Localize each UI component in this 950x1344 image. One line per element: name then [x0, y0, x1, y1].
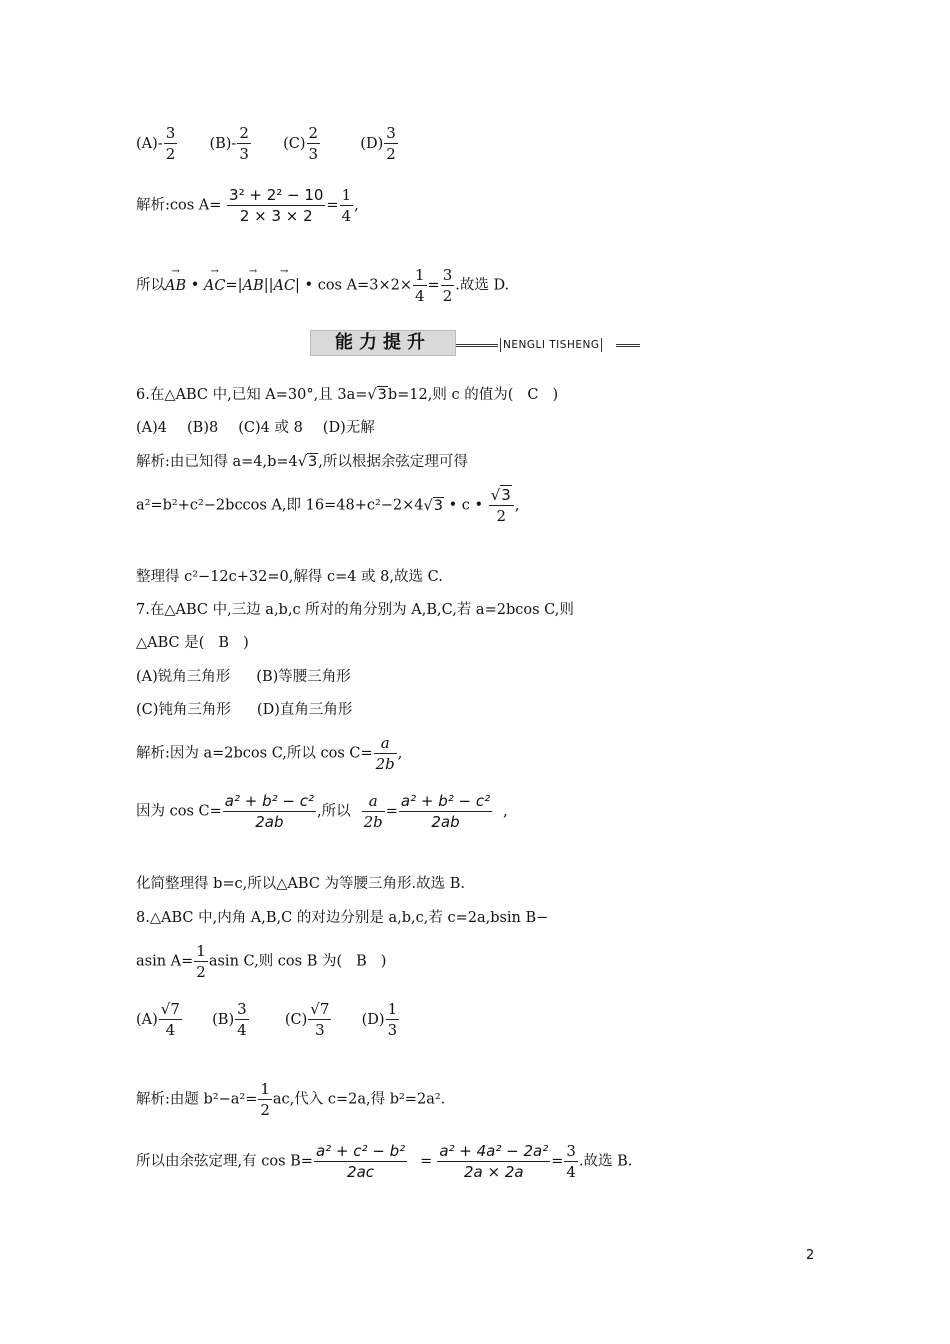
q7-solution-line3: 化简整理得 b=c,所以△ABC 为等腰三角形.故选 B.	[136, 876, 466, 892]
q5-solution-line1: 解析:cos A= $\frac{\text{3² + 2² − 10}}{2 \times 3 \times 2}$ = $\frac{1}{4}$ ,	[136, 186, 359, 225]
q5-option-a: (A)- $\frac{3}{2}$	[136, 124, 176, 163]
q8-solution-line1: 解析:由题 b²−a²= $\frac{1}{2}$ ac,代入 c=2a,得 b²=2a².	[136, 1080, 446, 1119]
q6-solution-line3: 整理得 c²−12c+32=0,解得 c=4 或 8,故选 C.	[136, 569, 443, 585]
q6-option-a: (A)4	[136, 420, 168, 436]
q7-solution-line2: 因为 cos C= $\frac{\text{a² + b² − c²}}{2ab}$ ,所以 $\frac{a}{2b}$ = $\frac{\text{a² + b² − c²}}{2ab}$ ,	[136, 792, 508, 831]
q7-stem-line1: 7.在△ABC 中,三边 a,b,c 所对的角分别为 A,B,C,若 a=2bcos C,则	[136, 602, 574, 618]
q7-options-row1	[136, 667, 351, 687]
q6-option-b: (B)8	[187, 420, 219, 436]
q7-solution-line1: 解析:因为 a=2bcos C,所以 cos C= $\frac{a}{2b}$ ,	[136, 734, 403, 773]
q8-solution-line2: 所以由余弦定理,有 cos B= $\frac{\text{a² + c² − b²}}{2ac}$ = $\frac{\text{a² + 4a² − 2a²}}{2a \times 2a}$ = $\frac{3}{4}$ .故选 B.	[136, 1142, 633, 1181]
vector-ab: → AB	[165, 270, 186, 296]
q8-answer: B	[356, 953, 367, 970]
banner-rule-right	[616, 344, 640, 347]
q8-option-c: (C) $\frac{√7}{3}$	[284, 1000, 330, 1039]
q6-answer: C	[527, 387, 539, 403]
q7-stem-line2: △ABC 是( B )	[136, 635, 249, 651]
page-number: 2	[806, 1248, 815, 1263]
q8-option-b: (B) $\frac{3}{4}$	[212, 1000, 247, 1039]
q7-option-c: (C)钝角三角形	[136, 702, 231, 718]
q7-options-row2	[136, 700, 352, 720]
q6-solution-line1: 解析:由已知得 a=4,b=4√3,所以根据余弦定理可得	[136, 454, 468, 470]
banner-rule-left	[456, 344, 498, 347]
q7-option-b: (B)等腰三角形	[256, 669, 351, 685]
q5-option-d: (D) $\frac{3}{2}$	[360, 124, 396, 163]
q8-stem-line1: 8.△ABC 中,内角 A,B,C 的对边分别是 a,b,c,若 c=2a,bsin B−	[136, 910, 549, 926]
q6-option-c: (C)4 或 8	[238, 420, 303, 436]
banner-subtitle: NENGLI TISHENG	[500, 338, 602, 352]
q6-stem: 6.在△ABC 中,已知 A=30°,且 3a=√3b=12,则 c 的值为( C )	[136, 387, 559, 403]
q7-option-d: (D)直角三角形	[256, 702, 353, 718]
q7-answer: B	[218, 635, 230, 651]
q5-option-b: (B)- $\frac{2}{3}$	[209, 124, 249, 163]
q8-stem-line2: asin A= $\frac{1}{2}$ asin C,则 cos B 为( B )	[136, 942, 387, 981]
q7-option-a: (A)锐角三角形	[136, 669, 231, 685]
q8-option-d: (D) $\frac{1}{3}$	[361, 1000, 398, 1039]
banner-title: 能力提升	[310, 330, 456, 356]
q5-solution-line2: 所以→ AB • → AC=|→ AB||→ AC| • cos A=3×2× $\frac{1}{4}$ = $\frac{3}{2}$ .故选 D.	[136, 266, 509, 305]
section-banner	[310, 330, 640, 356]
q8-options	[136, 1000, 400, 1039]
q8-option-a: (A) $\frac{√7}{4}$	[136, 1000, 180, 1039]
q6-options	[136, 418, 375, 438]
q6-solution-line2: a²=b²+c²−2bccos A,即 16=48+c²−2×4√3 • c • $\frac{√3}{2}$ ,	[136, 486, 520, 525]
q5-option-c: (C) $\frac{2}{3}$	[283, 124, 319, 163]
q5-options	[136, 124, 399, 163]
vector-ac: → AC	[204, 270, 226, 296]
q6-option-d: (D)无解	[322, 420, 375, 436]
